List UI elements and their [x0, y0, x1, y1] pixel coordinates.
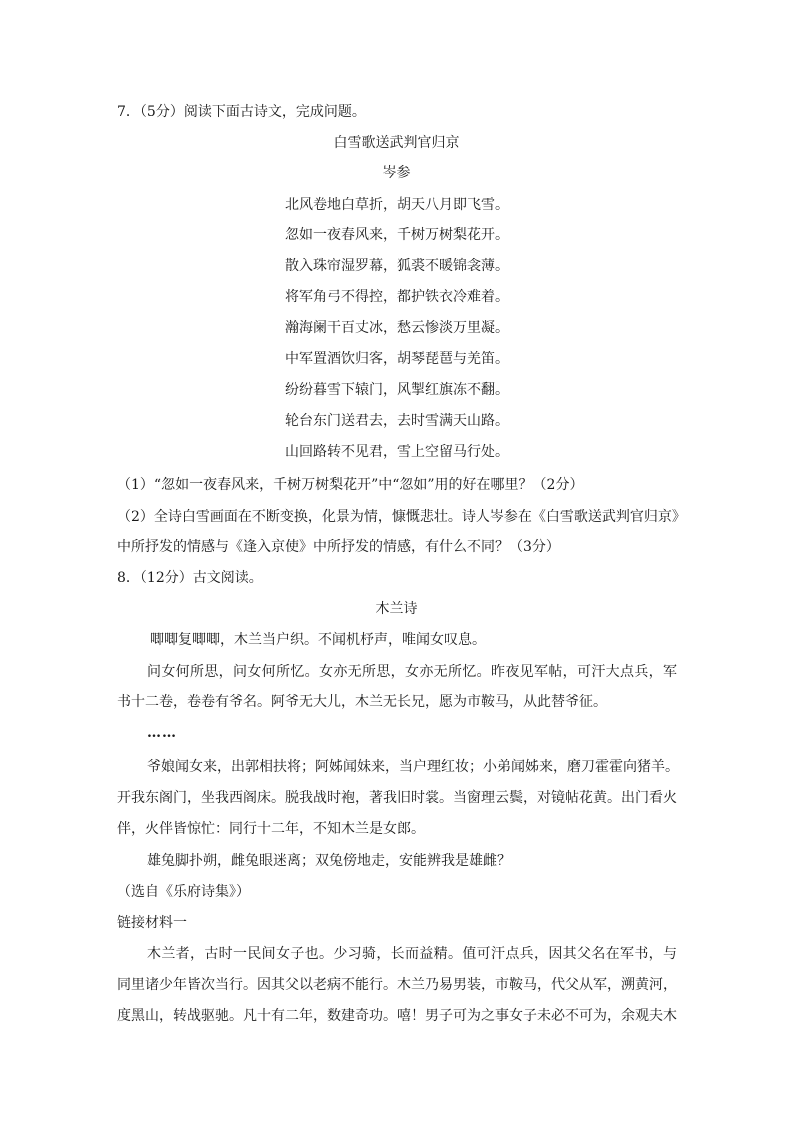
poem-title: 白雪歌送武判官归京: [333, 135, 460, 151]
ellipsis: ……: [147, 725, 177, 741]
text-paragraph-line: 开我东阁门，坐我西阁床。脱我战时袍，著我旧时裳。当窗理云鬓，对镜帖花黄。出门看火: [117, 790, 677, 806]
text-paragraph-line: 书十二卷，卷卷有爷名。阿爷无大儿，木兰无长兄，愿为市鞍马，从此替爷征。: [117, 694, 607, 710]
link-material-line: 同里诸少年皆次当行。因其父以老病不能行。木兰乃易男装，市鞍马，代父从军，溯黄河，: [117, 977, 677, 993]
text-paragraph: 唧唧复唧唧，木兰当户织。不闻机杼声，唯闻女叹息。: [150, 632, 486, 648]
sub-question-2-line: 中所抒发的情感与《逢入京使》中所抒发的情感，有什么不同？（3分）: [117, 539, 560, 555]
poem-line: 瀚海阑干百丈冰，愁云惨淡万里凝。: [285, 320, 509, 336]
poem-line: 山回路转不见君，雪上空留马行处。: [285, 444, 509, 460]
poem-line: 散入珠帘湿罗幕，狐裘不暖锦衾薄。: [285, 258, 509, 274]
question-8-header: 8．（12分）古文阅读。: [117, 570, 263, 586]
link-material-title: 链接材料一: [117, 915, 187, 931]
sub-question-2-line: （2）全诗白雪画面在不断变换，化景为情，慷慨悲壮。诗人岑参在《白雪歌送武判官归京》: [117, 509, 686, 525]
text-paragraph-line: 爷娘闻女来，出郭相扶将；阿姊闻妹来，当户理红妆；小弟闻姊来，磨刀霍霍向猪羊。: [147, 759, 679, 775]
poem-line: 北风卷地白草折，胡天八月即飞雪。: [285, 197, 509, 213]
source-note: （选自《乐府诗集》）: [117, 884, 250, 900]
poem-line: 将军角弓不得控，都护铁衣冷难着。: [285, 289, 509, 305]
text-paragraph: 雄兔脚扑朔，雌兔眼迷离；双兔傍地走，安能辨我是雄雌？: [147, 853, 511, 869]
link-material-line: 木兰者，古时一民间女子也。少习骑，长而益精。值可汗点兵，因其父名在军书，与: [147, 946, 677, 962]
link-material-line: 度黑山，转战驱驰。凡十有二年，数建奇功。嘻！男子可为之事女子未必不可为，余观夫木: [117, 1008, 677, 1024]
poem-line: 纷纷暮雪下辕门，风掣红旗冻不翻。: [285, 382, 509, 398]
question-7-header: 7．（5分）阅读下面古诗文，完成问题。: [117, 104, 366, 120]
text-title: 木兰诗: [375, 601, 418, 617]
poem-line: 中军置酒饮归客，胡琴琵琶与羌笛。: [285, 351, 509, 367]
poem-author: 岑参: [382, 165, 411, 181]
text-paragraph-line: 问女何所思，问女何所忆。女亦无所思，女亦无所忆。昨夜见军帖，可汗大点兵，军: [147, 664, 677, 680]
sub-question-1: （1）“忽如一夜春风来，千树万树梨花开”中“忽如”用的好在哪里？（2分）: [117, 477, 584, 493]
poem-line: 轮台东门送君去，去时雪满天山路。: [285, 413, 509, 429]
poem-line: 忽如一夜春风来，千树万树梨花开。: [285, 227, 509, 243]
text-paragraph-line: 伴，火伴皆惊忙：同行十二年，不知木兰是女郎。: [117, 821, 425, 837]
